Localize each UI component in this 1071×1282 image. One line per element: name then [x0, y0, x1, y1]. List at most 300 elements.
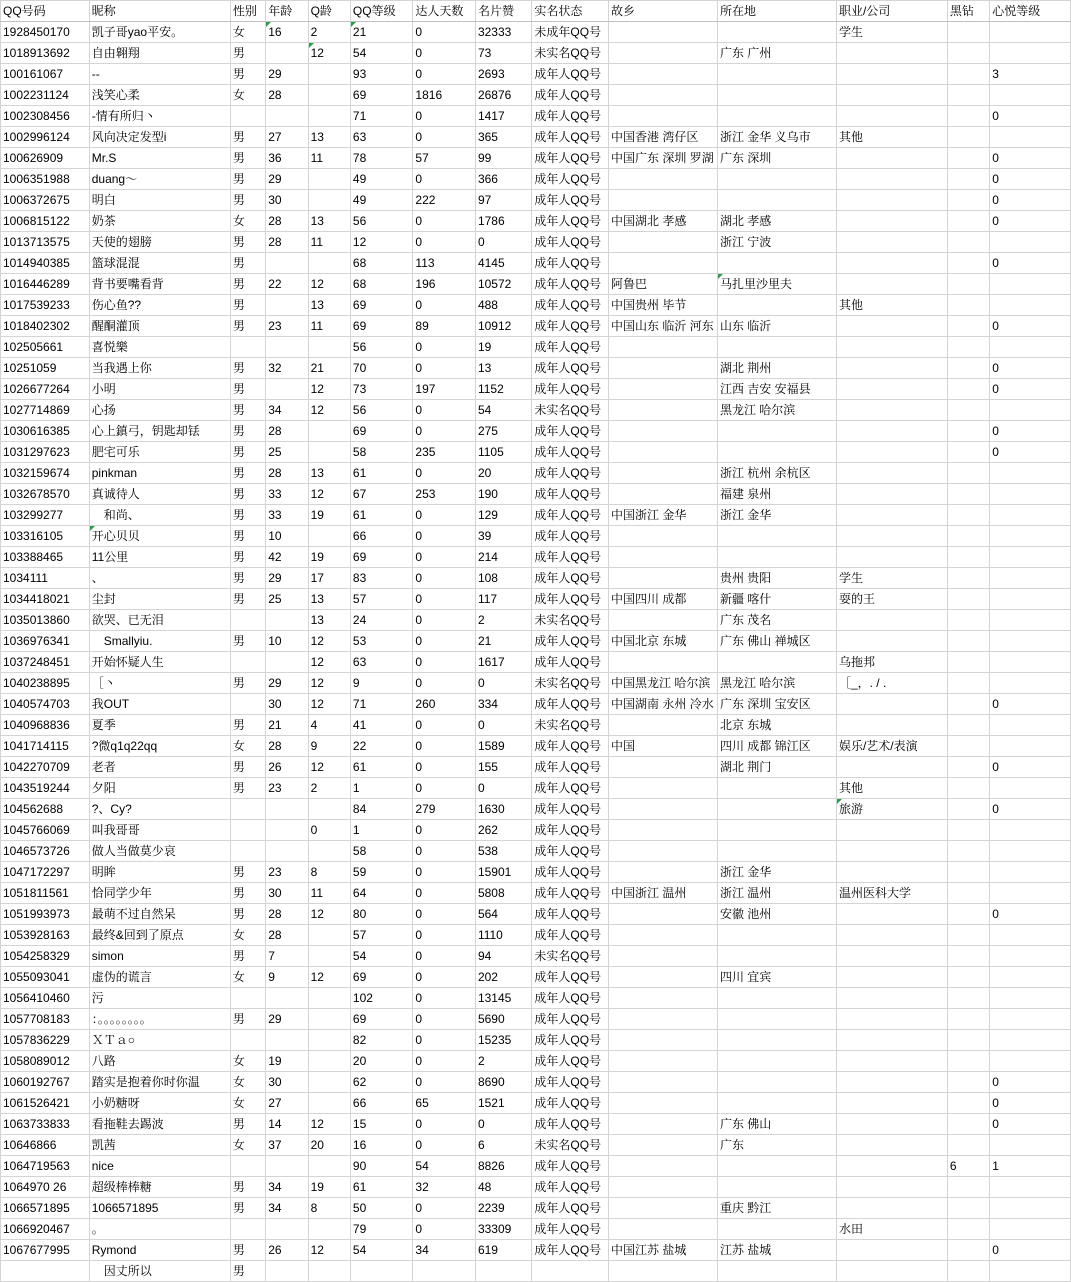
cell[interactable]: 未实名QQ号 — [532, 610, 609, 631]
cell[interactable]: 喜悦樂 — [89, 337, 230, 358]
cell[interactable]: 20 — [308, 1135, 350, 1156]
cell[interactable]: 29 — [266, 1009, 308, 1030]
cell[interactable]: 23 — [266, 316, 308, 337]
cell[interactable]: 27 — [266, 127, 308, 148]
column-header-gender[interactable]: 性别 — [230, 1, 265, 22]
table-row[interactable] — [1, 64, 1071, 85]
cell[interactable] — [230, 799, 265, 820]
cell[interactable]: 中国贵州 毕节 — [609, 295, 718, 316]
cell[interactable]: 16 — [350, 1135, 413, 1156]
cell[interactable] — [717, 1093, 836, 1114]
cell[interactable] — [609, 988, 718, 1009]
cell[interactable]: 102 — [350, 988, 413, 1009]
cell[interactable] — [308, 1093, 350, 1114]
cell[interactable] — [836, 1072, 947, 1093]
cell[interactable]: 34 — [413, 1240, 476, 1261]
table-row[interactable] — [1, 694, 1071, 715]
cell[interactable]: 61 — [350, 1177, 413, 1198]
cell[interactable]: 1040574703 — [1, 694, 90, 715]
cell[interactable]: 广东 茂名 — [717, 610, 836, 631]
cell[interactable] — [230, 1030, 265, 1051]
cell[interactable] — [947, 1219, 989, 1240]
cell[interactable] — [609, 799, 718, 820]
cell[interactable] — [836, 715, 947, 736]
cell[interactable] — [350, 1261, 413, 1282]
cell[interactable] — [266, 820, 308, 841]
cell[interactable]: 94 — [475, 946, 531, 967]
cell[interactable] — [717, 1072, 836, 1093]
cell[interactable]: 女 — [230, 211, 265, 232]
cell[interactable] — [717, 169, 836, 190]
cell[interactable]: 男 — [230, 862, 265, 883]
table-row[interactable] — [1, 421, 1071, 442]
cell[interactable]: 1 — [990, 1156, 1071, 1177]
cell[interactable]: 男 — [230, 547, 265, 568]
cell[interactable] — [609, 1261, 718, 1282]
cell[interactable] — [308, 841, 350, 862]
cell[interactable] — [609, 484, 718, 505]
cell[interactable]: 275 — [475, 421, 531, 442]
cell[interactable] — [947, 1135, 989, 1156]
cell[interactable] — [947, 442, 989, 463]
cell[interactable] — [717, 295, 836, 316]
cell[interactable] — [947, 190, 989, 211]
cell[interactable] — [990, 673, 1071, 694]
cell[interactable]: 叫我哥哥 — [89, 820, 230, 841]
cell[interactable]: 八路 — [89, 1051, 230, 1072]
cell[interactable] — [836, 379, 947, 400]
cell[interactable]: 小明 — [89, 379, 230, 400]
cell[interactable]: 1617 — [475, 652, 531, 673]
cell[interactable]: -情有所归丶 — [89, 106, 230, 127]
cell[interactable] — [947, 148, 989, 169]
cell[interactable]: 1521 — [475, 1093, 531, 1114]
cell[interactable] — [230, 820, 265, 841]
cell[interactable] — [609, 841, 718, 862]
cell[interactable] — [947, 106, 989, 127]
cell[interactable]: 5690 — [475, 1009, 531, 1030]
cell[interactable] — [990, 1261, 1071, 1282]
cell[interactable]: 广东 深圳 宝安区 — [717, 694, 836, 715]
cell[interactable] — [717, 190, 836, 211]
cell[interactable] — [717, 526, 836, 547]
cell[interactable] — [266, 253, 308, 274]
cell[interactable]: 10572 — [475, 274, 531, 295]
cell[interactable]: 61 — [350, 505, 413, 526]
cell[interactable] — [609, 946, 718, 967]
cell[interactable]: 69 — [350, 967, 413, 988]
cell[interactable]: 成年人QQ号 — [532, 274, 609, 295]
cell[interactable]: 醒酮灌顶 — [89, 316, 230, 337]
cell[interactable]: 男 — [230, 904, 265, 925]
cell[interactable]: 0 — [990, 1240, 1071, 1261]
table-row[interactable] — [1, 652, 1071, 673]
cell[interactable]: 1061526421 — [1, 1093, 90, 1114]
cell[interactable]: 103388465 — [1, 547, 90, 568]
cell[interactable]: 0 — [990, 148, 1071, 169]
cell[interactable] — [947, 589, 989, 610]
cell[interactable] — [230, 988, 265, 1009]
cell[interactable]: 8 — [308, 862, 350, 883]
cell[interactable] — [609, 421, 718, 442]
cell[interactable] — [308, 799, 350, 820]
cell[interactable]: 0 — [990, 211, 1071, 232]
cell[interactable]: 伤心鱼?? — [89, 295, 230, 316]
cell[interactable]: 0 — [413, 22, 476, 43]
cell[interactable]: 12 — [308, 652, 350, 673]
cell[interactable]: 成年人QQ号 — [532, 1009, 609, 1030]
cell[interactable]: 0 — [413, 232, 476, 253]
cell[interactable]: 30 — [266, 883, 308, 904]
cell[interactable]: 0 — [413, 295, 476, 316]
cell[interactable]: 0 — [990, 316, 1071, 337]
cell[interactable]: 男 — [230, 631, 265, 652]
table-row[interactable] — [1, 148, 1071, 169]
cell[interactable] — [266, 610, 308, 631]
cell[interactable] — [1, 1261, 90, 1282]
table-row[interactable] — [1, 568, 1071, 589]
cell[interactable]: 广东 深圳 — [717, 148, 836, 169]
cell[interactable]: 1034111 — [1, 568, 90, 589]
cell[interactable] — [609, 253, 718, 274]
cell[interactable] — [266, 379, 308, 400]
cell[interactable]: 最萌不过自然呆 — [89, 904, 230, 925]
cell[interactable]: 成年人QQ号 — [532, 1072, 609, 1093]
cell[interactable] — [990, 925, 1071, 946]
cell[interactable]: 1045766069 — [1, 820, 90, 841]
cell[interactable]: 9 — [308, 736, 350, 757]
cell[interactable] — [609, 715, 718, 736]
cell[interactable]: 54 — [350, 43, 413, 64]
cell[interactable]: nice — [89, 1156, 230, 1177]
cell[interactable]: 男 — [230, 148, 265, 169]
cell[interactable]: 73 — [475, 43, 531, 64]
cell[interactable] — [609, 757, 718, 778]
cell[interactable]: 1066571895 — [1, 1198, 90, 1219]
cell[interactable]: 57 — [350, 925, 413, 946]
cell[interactable] — [266, 43, 308, 64]
cell[interactable]: 、 — [89, 568, 230, 589]
cell[interactable] — [836, 988, 947, 1009]
cell[interactable] — [475, 1261, 531, 1282]
cell[interactable]: 1017539233 — [1, 295, 90, 316]
cell[interactable]: 27 — [266, 1093, 308, 1114]
cell[interactable]: 男 — [230, 232, 265, 253]
column-header-qq-level[interactable]: QQ等级 — [350, 1, 413, 22]
cell[interactable]: 13 — [308, 589, 350, 610]
cell[interactable] — [836, 106, 947, 127]
cell[interactable]: 12 — [308, 400, 350, 421]
cell[interactable]: 山东 临沂 — [717, 316, 836, 337]
cell[interactable]: 安徽 池州 — [717, 904, 836, 925]
cell[interactable]: 54 — [475, 400, 531, 421]
cell[interactable]: 12 — [308, 43, 350, 64]
cell[interactable] — [609, 862, 718, 883]
cell[interactable]: 12 — [308, 484, 350, 505]
cell[interactable] — [308, 1051, 350, 1072]
cell[interactable]: 0 — [413, 547, 476, 568]
cell[interactable] — [947, 1114, 989, 1135]
cell[interactable] — [266, 988, 308, 1009]
cell[interactable]: 0 — [413, 862, 476, 883]
cell[interactable]: 29 — [266, 169, 308, 190]
cell[interactable] — [609, 1051, 718, 1072]
cell[interactable]: 0 — [990, 904, 1071, 925]
cell[interactable]: 279 — [413, 799, 476, 820]
cell[interactable]: 1014940385 — [1, 253, 90, 274]
cell[interactable] — [230, 652, 265, 673]
cell[interactable] — [266, 1219, 308, 1240]
cell[interactable]: 0 — [413, 1198, 476, 1219]
cell[interactable] — [947, 820, 989, 841]
cell[interactable]: 80 — [350, 904, 413, 925]
cell[interactable]: 8 — [308, 1198, 350, 1219]
cell[interactable]: 浙江 温州 — [717, 883, 836, 904]
cell[interactable]: ：。。。。。。。。 — [89, 1009, 230, 1030]
cell[interactable]: 26 — [266, 1240, 308, 1261]
cell[interactable] — [308, 988, 350, 1009]
cell[interactable]: 老者 — [89, 757, 230, 778]
cell[interactable]: 0 — [413, 1072, 476, 1093]
cell[interactable]: 0 — [990, 169, 1071, 190]
table-row[interactable] — [1, 820, 1071, 841]
cell[interactable] — [609, 1030, 718, 1051]
cell[interactable]: 63 — [350, 652, 413, 673]
cell[interactable]: 0 — [413, 505, 476, 526]
column-header-expert-days[interactable]: 达人天数 — [413, 1, 476, 22]
cell[interactable]: 1035013860 — [1, 610, 90, 631]
cell[interactable]: 1816 — [413, 85, 476, 106]
cell[interactable] — [947, 568, 989, 589]
cell[interactable]: 17 — [308, 568, 350, 589]
cell[interactable]: 湖北 荆州 — [717, 358, 836, 379]
cell[interactable]: 马扎里沙里夫 — [717, 274, 836, 295]
cell[interactable] — [308, 1156, 350, 1177]
cell[interactable]: 女 — [230, 22, 265, 43]
cell[interactable]: 69 — [350, 85, 413, 106]
cell[interactable]: 1064970 26 — [1, 1177, 90, 1198]
cell[interactable] — [230, 610, 265, 631]
cell[interactable]: 12 — [308, 379, 350, 400]
cell[interactable]: 中国湖北 孝感 — [609, 211, 718, 232]
cell[interactable]: 0 — [413, 64, 476, 85]
cell[interactable]: 0 — [413, 400, 476, 421]
table-row[interactable] — [1, 862, 1071, 883]
cell[interactable]: 102505661 — [1, 337, 90, 358]
table-row[interactable] — [1, 232, 1071, 253]
cell[interactable]: 65 — [413, 1093, 476, 1114]
cell[interactable] — [266, 106, 308, 127]
cell[interactable]: 100626909 — [1, 148, 90, 169]
cell[interactable] — [266, 1030, 308, 1051]
cell[interactable]: 1066920467 — [1, 1219, 90, 1240]
cell[interactable] — [609, 967, 718, 988]
cell[interactable] — [947, 64, 989, 85]
cell[interactable]: 117 — [475, 589, 531, 610]
cell[interactable] — [836, 1177, 947, 1198]
cell[interactable] — [308, 1072, 350, 1093]
cell[interactable] — [836, 232, 947, 253]
cell[interactable]: 男 — [230, 253, 265, 274]
cell[interactable] — [266, 841, 308, 862]
table-row[interactable] — [1, 631, 1071, 652]
cell[interactable]: 30 — [266, 694, 308, 715]
cell[interactable] — [266, 652, 308, 673]
cell[interactable]: 19 — [475, 337, 531, 358]
cell[interactable]: 男 — [230, 169, 265, 190]
cell[interactable]: 中国江苏 盐城 — [609, 1240, 718, 1261]
cell[interactable]: 欲哭、已无泪 — [89, 610, 230, 631]
cell[interactable]: 62 — [350, 1072, 413, 1093]
cell[interactable]: 28 — [266, 211, 308, 232]
cell[interactable]: 黑龙江 哈尔滨 — [717, 673, 836, 694]
cell[interactable]: 1032678570 — [1, 484, 90, 505]
cell[interactable] — [990, 1219, 1071, 1240]
cell[interactable]: 15 — [350, 1114, 413, 1135]
cell[interactable]: 1002308456 — [1, 106, 90, 127]
table-row[interactable] — [1, 1135, 1071, 1156]
column-header-qq-number[interactable]: QQ号码 — [1, 1, 90, 22]
cell[interactable]: 97 — [475, 190, 531, 211]
cell[interactable]: 90 — [350, 1156, 413, 1177]
cell[interactable]: 中国北京 东城 — [609, 631, 718, 652]
cell[interactable] — [947, 127, 989, 148]
cell[interactable]: 34 — [266, 400, 308, 421]
cell[interactable] — [308, 1219, 350, 1240]
cell[interactable]: 564 — [475, 904, 531, 925]
cell[interactable] — [947, 736, 989, 757]
cell[interactable] — [836, 631, 947, 652]
cell[interactable]: 2 — [475, 610, 531, 631]
cell[interactable]: 当我遇上你 — [89, 358, 230, 379]
cell[interactable] — [990, 22, 1071, 43]
cell[interactable]: 1027714869 — [1, 400, 90, 421]
cell[interactable]: 成年人QQ号 — [532, 547, 609, 568]
cell[interactable] — [609, 526, 718, 547]
cell[interactable]: 0 — [413, 589, 476, 610]
cell[interactable] — [609, 925, 718, 946]
cell[interactable]: 肥宅可乐 — [89, 442, 230, 463]
cell[interactable]: 12 — [308, 673, 350, 694]
cell[interactable]: 30 — [266, 190, 308, 211]
cell[interactable] — [609, 1072, 718, 1093]
cell[interactable]: 13145 — [475, 988, 531, 1009]
cell[interactable]: 79 — [350, 1219, 413, 1240]
cell[interactable]: 成年人QQ号 — [532, 883, 609, 904]
cell[interactable]: 成年人QQ号 — [532, 1177, 609, 1198]
cell[interactable] — [947, 757, 989, 778]
cell[interactable]: 0 — [990, 379, 1071, 400]
cell[interactable] — [990, 862, 1071, 883]
cell[interactable] — [717, 1156, 836, 1177]
cell[interactable]: 1042270709 — [1, 757, 90, 778]
cell[interactable]: 68 — [350, 274, 413, 295]
column-header-realname[interactable]: 实名状态 — [532, 1, 609, 22]
cell[interactable]: 水田 — [836, 1219, 947, 1240]
cell[interactable]: 男 — [230, 379, 265, 400]
cell[interactable]: 3 — [990, 64, 1071, 85]
cell[interactable]: 和尚、 — [89, 505, 230, 526]
cell[interactable]: 1006815122 — [1, 211, 90, 232]
cell[interactable] — [947, 1198, 989, 1219]
cell[interactable]: 中国浙江 金华 — [609, 505, 718, 526]
cell[interactable] — [990, 43, 1071, 64]
cell[interactable] — [947, 232, 989, 253]
cell[interactable]: 成年人QQ号 — [532, 295, 609, 316]
cell[interactable]: 0 — [413, 337, 476, 358]
cell[interactable]: 成年人QQ号 — [532, 1093, 609, 1114]
cell[interactable]: 0 — [413, 526, 476, 547]
cell[interactable]: 0 — [475, 1114, 531, 1135]
cell[interactable]: 1105 — [475, 442, 531, 463]
cell[interactable] — [717, 106, 836, 127]
cell[interactable]: 成年人QQ号 — [532, 799, 609, 820]
cell[interactable] — [990, 736, 1071, 757]
cell[interactable]: 成年人QQ号 — [532, 64, 609, 85]
cell[interactable]: 男 — [230, 64, 265, 85]
cell[interactable]: 娱乐/艺术/表演 — [836, 736, 947, 757]
cell[interactable] — [947, 694, 989, 715]
cell[interactable]: 成年人QQ号 — [532, 967, 609, 988]
table-row[interactable] — [1, 1219, 1071, 1240]
cell[interactable]: 未成年QQ号 — [532, 22, 609, 43]
cell[interactable] — [717, 442, 836, 463]
cell[interactable]: 89 — [413, 316, 476, 337]
cell[interactable] — [990, 610, 1071, 631]
cell[interactable]: 1417 — [475, 106, 531, 127]
cell[interactable]: 中国浙江 温州 — [609, 883, 718, 904]
cell[interactable]: 未实名QQ号 — [532, 43, 609, 64]
cell[interactable]: 0 — [413, 358, 476, 379]
table-row[interactable] — [1, 1114, 1071, 1135]
cell[interactable]: 1041714115 — [1, 736, 90, 757]
column-header-black-diamond[interactable]: 黑钻 — [947, 1, 989, 22]
cell[interactable]: 男 — [230, 589, 265, 610]
cell[interactable] — [609, 778, 718, 799]
cell[interactable]: 0 — [413, 778, 476, 799]
cell[interactable]: 22 — [266, 274, 308, 295]
cell[interactable]: 0 — [413, 211, 476, 232]
cell[interactable]: 中国黑龙江 哈尔滨 — [609, 673, 718, 694]
cell[interactable]: 1060192767 — [1, 1072, 90, 1093]
cell[interactable]: 39 — [475, 526, 531, 547]
column-header-nickname[interactable]: 昵称 — [89, 1, 230, 22]
cell[interactable]: 0 — [413, 463, 476, 484]
cell[interactable] — [947, 1240, 989, 1261]
cell[interactable] — [836, 904, 947, 925]
cell[interactable]: 1589 — [475, 736, 531, 757]
cell[interactable]: 风向决定发型i — [89, 127, 230, 148]
cell[interactable] — [947, 1009, 989, 1030]
cell[interactable] — [990, 652, 1071, 673]
cell[interactable]: 男 — [230, 421, 265, 442]
cell[interactable] — [990, 1135, 1071, 1156]
cell[interactable] — [308, 169, 350, 190]
cell[interactable]: 成年人QQ号 — [532, 568, 609, 589]
cell[interactable]: 男 — [230, 1240, 265, 1261]
cell[interactable]: -- — [89, 64, 230, 85]
column-header-hometown[interactable]: 故乡 — [609, 1, 718, 22]
cell[interactable] — [990, 505, 1071, 526]
cell[interactable]: 学生 — [836, 22, 947, 43]
cell[interactable] — [609, 820, 718, 841]
cell[interactable]: 83 — [350, 568, 413, 589]
cell[interactable] — [836, 211, 947, 232]
cell[interactable]: 男 — [230, 778, 265, 799]
cell[interactable]: 0 — [990, 1072, 1071, 1093]
cell[interactable] — [947, 169, 989, 190]
cell[interactable]: 黑龙江 哈尔滨 — [717, 400, 836, 421]
